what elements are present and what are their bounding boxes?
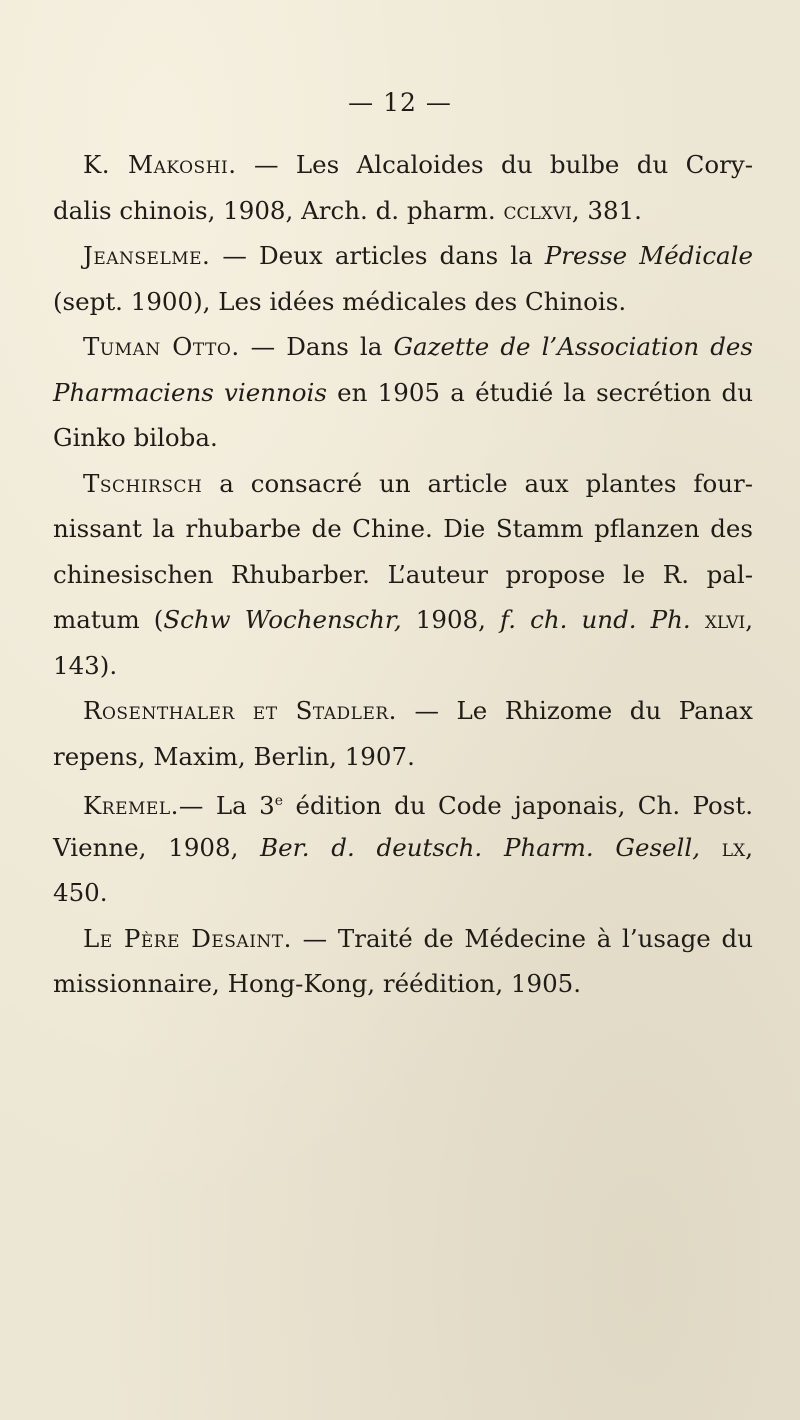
author-name: Tschirsch bbox=[83, 468, 203, 498]
text-line: missionnaire, Hong-Kong, réédition, 1905. bbox=[53, 969, 582, 998]
bibliography-entry bbox=[53, 688, 753, 779]
journal-title: f. ch. und. Ph. bbox=[500, 605, 691, 634]
text-line: Ginko biloba. bbox=[53, 423, 218, 452]
page-number: — 12 — bbox=[348, 88, 452, 117]
text-line: chinesischen Rhubarber. L’auteur propose le R. pal- bbox=[53, 559, 753, 589]
text-line: nissant la rhubarbe de Chine. Die Stamm pflanzen des bbox=[53, 514, 753, 543]
author-name: K. Makoshi. bbox=[83, 150, 237, 179]
text-line: matum (Schw Wochenschr, 1908, f. ch. und. Ph. xlvi, bbox=[53, 605, 753, 634]
author-name: Le Père Desaint. bbox=[83, 923, 292, 953]
text-line: (sept. 1900), Les idées médicales des Chinois. bbox=[53, 286, 627, 316]
bibliography-entry bbox=[53, 233, 753, 324]
text-line: Pharmaciens viennois en 1905 a étudié la secrétion du bbox=[53, 377, 753, 407]
author-name: Tuman Otto. bbox=[83, 332, 240, 361]
journal-title: Ber. d. deutsch. Pharm. Gesell, bbox=[260, 832, 700, 862]
bibliography-entry bbox=[53, 461, 753, 689]
author-name: Rosenthaler et Stadler. bbox=[83, 696, 397, 725]
text-line: Jeanselme. — Deux articles dans la Presse Médicale bbox=[83, 241, 753, 270]
author-name: Kremel. bbox=[83, 791, 179, 821]
text-line: Kremel.— La 3e édition du Code japonais, Ch. Post. bbox=[83, 791, 754, 821]
journal-title: Schw Wochenschr, bbox=[163, 605, 402, 634]
text-line: Le Père Desaint. — Traité de Médecine à l’usage du bbox=[83, 923, 753, 953]
journal-title: Presse Médicale bbox=[544, 241, 753, 270]
text-line: Rosenthaler et Stadler. — Le Rhizome du Panax bbox=[83, 696, 753, 725]
bibliography-text bbox=[53, 142, 753, 1007]
bibliography-entry bbox=[53, 324, 753, 461]
text-line: 143). bbox=[53, 650, 118, 680]
bibliography-entry bbox=[53, 142, 753, 233]
text-line: repens, Maxim, Berlin, 1907. bbox=[53, 741, 415, 771]
text-line: Tuman Otto. — Dans la Gazette de l’Association des bbox=[83, 332, 753, 361]
text-line: 450. bbox=[53, 878, 108, 907]
text-line: Tschirsch a consacré un article aux plantes four- bbox=[83, 468, 753, 498]
text-line: dalis chinois, 1908, Arch. d. pharm. cclxvi, 381. bbox=[53, 195, 642, 225]
bibliography-entry bbox=[53, 916, 753, 1007]
journal-title: Pharmaciens viennois bbox=[53, 377, 327, 407]
bibliography-entry bbox=[53, 779, 753, 916]
text-line: Vienne, 1908, Ber. d. deutsch. Pharm. Gesell, lx, bbox=[53, 832, 753, 862]
author-name: Jeanselme. bbox=[83, 241, 211, 270]
text-line: K. Makoshi. — Les Alcaloides du bulbe du Cory- bbox=[83, 150, 754, 179]
journal-title: Gazette de l’Association des bbox=[393, 332, 753, 361]
